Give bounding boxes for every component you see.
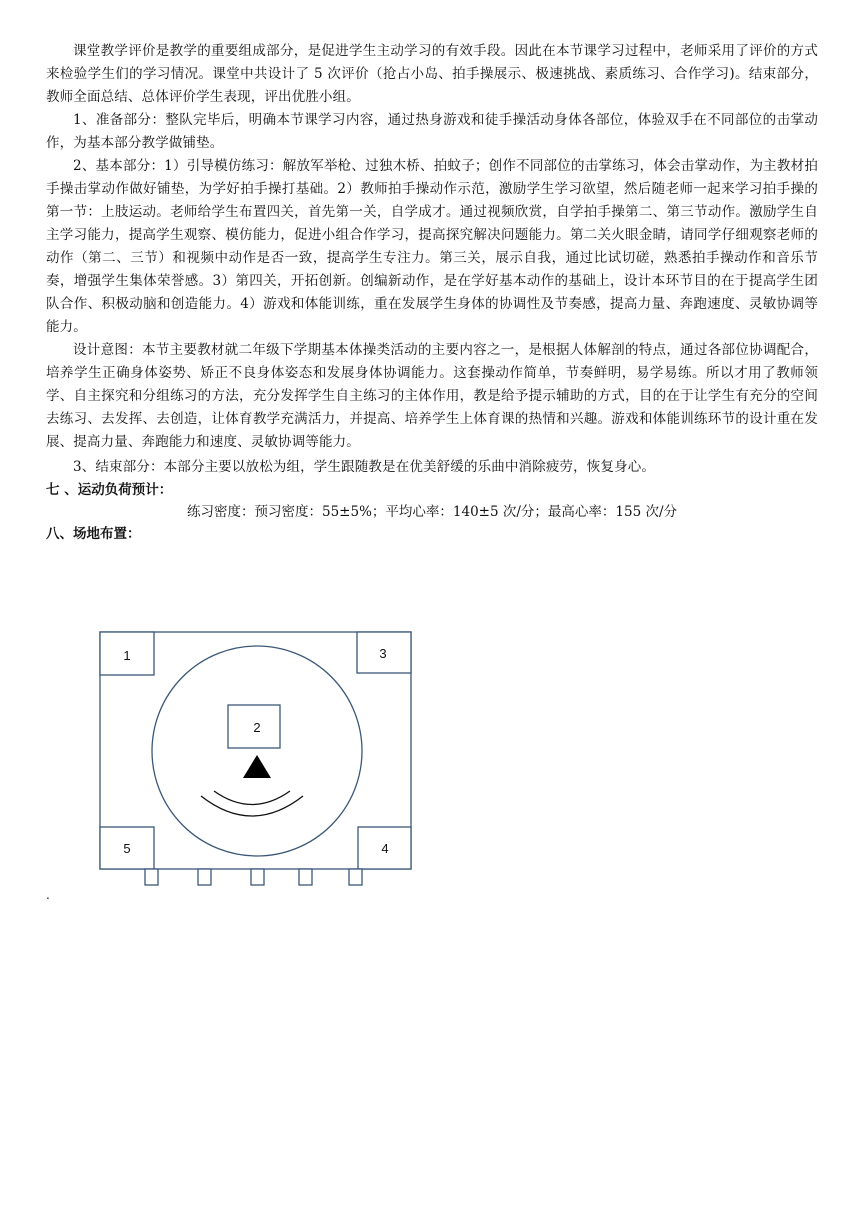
trailing-mark: . [46,888,50,902]
paragraph-ending: 3、结束部分：本部分主要以放松为组，学生跟随教是在优美舒缓的乐曲中消除疲劳，恢复身心。 [73,459,656,475]
paragraph-design-intent: 设计意图：本节主要教材就二年级下学期基本体操类活动的主要内容之一，是根据人体解剖的特点，通过各部位协调配合，培养学生正确身体姿势、矫正不良身体姿态和发展身体协调能力。这套操动作简单，节奏鲜明，易学易练。所以才用了教师领学、自主探究和分组练习的方法，充分发挥学生自主练习的主体作用，教是给予提示辅助的方式，目的在于让学生有充分的空间去练习、去发挥、去创造，让体育教学充满活力，并提高、培养学生上体育课的热情和兴趣。游戏和体能训练环节的设计重在发展、提高力量、奔跑能力和速度、灵敏协调等能力。 [46,342,818,450]
center-circle [152,646,362,856]
bench-3 [251,869,264,885]
bench-1 [145,869,158,885]
paragraph-preparation: 1、准备部分：整队完毕后，明确本节课学习内容，通过热身游戏和徒手操活动身体各部位，体验双手在不同部位的击掌动作，为基本部分教学做铺垫。 [46,112,818,151]
station-label-4: 4 [381,841,389,856]
station-label-2: 2 [253,720,261,735]
section7-heading: 七 、运动负荷预计： [46,482,173,498]
bench-2 [198,869,211,885]
bench-5 [349,869,362,885]
station-label-3: 3 [379,646,387,661]
station-label-5: 5 [123,841,131,856]
exercise-load-line: 练习密度：预习密度：55±5%；平均心率：140±5 次/分；最高心率：155 次/分 [186,504,678,520]
bench-4 [299,869,312,885]
paragraph-basic-part: 2、基本部分：1）引导模仿练习：解放军举枪、过独木桥、拍蚊子；创作不同部位的击掌练习，体会击掌动作，为主教材拍手操击掌动作做好铺垫，为学好拍手操打基础。2）教师拍手操动作示范，激励学生学习欲望，然后随老师一起来学习拍手操的第一节：上肢运动。老师给学生布置四关，首先第一关，自学成才。通过视频欣赏，自学拍手操第二、第三节动作。激励学生自主学习能力，提高学生观察、模仿能力，促进小组合作学习，提高探究解决问题能力。第二关火眼金睛，请同学仔细观察老师的动作（第二、三节）和视频中动作是否一致，提高学生专注力。第三关，展示自我，通过比试切磋，熟悉拍手操动作和音乐节奏，增强学生集体荣誉感。3）第四关，开拓创新。创编新动作，是在学好基本动作的基础上，设计本环节目的在于提高学生团队合作、积极动脑和创造能力。4）游戏和体能训练，重在发展学生身体的协调性及节奏感，提高力量、奔跑速度、灵敏协调等能力。 [46,158,818,335]
section8-heading: 八、场地布置： [46,526,141,542]
station-label-1: 1 [123,648,131,663]
paragraph-evaluation: 课堂教学评价是教学的重要组成部分，是促进学生主动学习的有效手段。因此在本节课学习过程中，老师采用了评价的方式来检验学生们的学习情况。课堂中共设计了 5 次评价（抢占小岛、拍手操展示、极速挑战、素质练习、合作学习)。结束部分，教师全面总结、总体评价学生表现，评出优胜小组。 [46,43,818,105]
